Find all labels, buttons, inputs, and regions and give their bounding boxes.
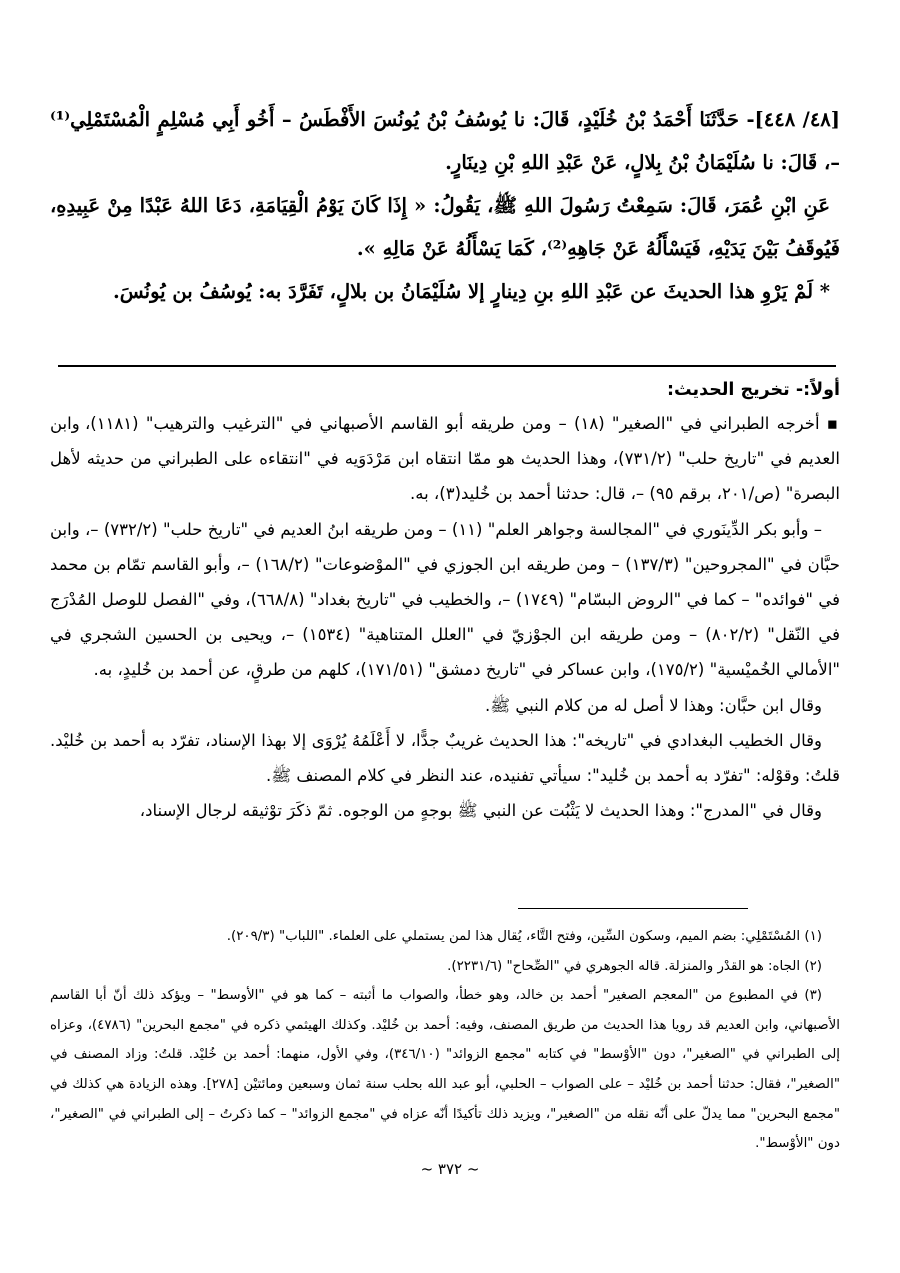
takhrij-paragraph: ▪ أخرجه الطبراني في "الصغير" (١٨) – ومن طريقه أبو القاسم الأصبهاني في "الترغيب والترهيب" (١١٨١)، وابن العديم في "تاريخ حلب" (٧٣١/٢)، وهذا الحديث هو ممّا انتقاه ابن مَرْدَوَيه في "انتقاءه على الطبراني من حديثه لأهل البصرة" (ص/٢٠١، برقم ٩٥) –، قال: حدثنا أحمد بن خُليد(٣)، به.: [50, 414, 840, 504]
takhrij-paragraph: وقال ابن حبَّان: وهذا لا أصل له من كلام النبي ﷺ.: [484, 695, 822, 715]
section-title: أولاً:- تخريج الحديث:: [667, 380, 840, 400]
takhrij-paragraph: وقال الخطيب البغدادي في "تاريخه": هذا الحديث غريبٌ جدًّا، لا أَعْلَمُهُ يُرْوَى إلا بهذا الإسناد، تفرّد به أحمد بن خُليْد. قلتُ: وقوْله: "تفرّد به أحمد بن خُليد": سيأتي تفنيده، عند النظر في كلام المصنف ﷺ.: [50, 730, 840, 786]
hadith-isnad: [٤٨/ ٤٤٨]- حَدَّثَنَا أَحْمَدُ بْنُ خُلَيْدٍ، قَالَ: نا يُوسُفُ بْنُ يُونُسَ الأَفْطَسُ – أَخُو أَبِي مُسْلِمٍ الْمُسْتَمْلِي⁽¹⁾ –، قَالَ: نا سُلَيْمَانُ بْنُ بِلالٍ، عَنْ عَبْدِ اللهِ بْنِ دِينَارٍ.: [50, 108, 840, 174]
takhrij-paragraph: – وأبو بكر الدِّينَوري في "المجالسة وجواهر العلم" (١١) – ومن طريقه ابنُ العديم في "تاريخ حلب" (٧٣٢/٢) –، وابن حبَّان في "المجروحين" (١٣٧/٣) – ومن طريقه ابن الجوزي في "الموْضوعات" (١٦٨/٢) –، وأبو القاسم تمّام بن محمد في "فوائده" – كما في "الروض البسّام" (١٧٤٩) –، والخطيب في "تاريخ بغداد" (٦٦٨/٨)، وفي "الفصل للوصل المُدْرَج في النّقل" (٨٠٢/٢) – ومن طريقه ابن الجوْزيّ في "العلل المتناهية" (١٥٣٤) –، ويحيى بن الحسين الشجري في "الأمالي الخُميْسية" (١٧٥/٢)، وابن عساكر في "تاريخ دمشق" (١٧١/٥١)، كلهم من طرقٍ، عن أحمد بن خُليدٍ، به.: [50, 519, 840, 680]
footnotes: [50, 922, 840, 1159]
footnote-2: (٢) الجاه: هو القدْر والمنزلة. قاله الجوهري في "الصِّحاح" (٢٢٣١/٦).: [447, 958, 822, 974]
footnote-separator: [518, 908, 748, 909]
takhrij-section: [50, 374, 840, 828]
section-divider: [58, 365, 836, 367]
hadith-note: * لَمْ يَرْوِ هذا الحديثَ عن عَبْدِ اللهِ بنِ دِينارٍ إلا سُلَيْمَانُ بن بلالٍ، تَفَرَّدَ به: يُوسُفُ بن يُونُسَ.: [113, 280, 830, 303]
footnote-1: (١) المُسْتَمْلِي: بضم الميم، وسكون السِّين، وفتح التَّاء، يُقال هذا لمن يستملي على العلماء. "اللباب" (٢٠٩/٣).: [226, 929, 822, 944]
hadith-matn: عَنِ ابْنِ عُمَرَ، قَالَ: سَمِعْتُ رَسُولَ اللهِ ﷺ، يَقُولُ: « إِذَا كَانَ يَوْمُ الْقِيَامَةِ، دَعَا اللهُ عَبْدًا مِنْ عَبِيدِهِ، فَيُوقَفُ بَيْنَ يَدَيْهِ، فَيَسْأَلُهُ عَنْ جَاهِهِ⁽²⁾، كَمَا يَسْأَلُهُ عَنْ مَالِهِ ».: [50, 194, 840, 260]
takhrij-paragraph: وقال في "المدرج": وهذا الحديث لا يَثْبُت عن النبي ﷺ بوجهٍ من الوجوه. ثمّ ذكَرَ توْثيقه لرجال الإسناد،: [139, 801, 822, 821]
hadith-text: [50, 98, 840, 313]
page-number: ~ ٣٧٢ ~: [420, 1160, 480, 1178]
footnote-3: (٣) في المطبوع من "المعجم الصغير" أحمد بن خالد، وهو خطأ، والصواب ما أثبته – كما هو في "الأوسط" – ويؤكد ذلك أنّ أبا القاسم الأصبهاني، وابن العديم قد رويا هذا الحديث من طريق المصنف، وفيه: أحمد بن خُليْد. وكذلك الهيثمي ذكره في "مجمع البحرين" (٤٧٨٦)، وعزاه إلى الطبراني في "الصغير"، دون "الأوْسط" في كتابه "مجمع الزوائد" (٣٤٦/١٠)، وفي الأول، منهما: أحمد بن خُليْد. قلتُ: وزاد المصنف في "الصغير"، فقال: حدثنا أحمد بن خُليْد – على الصواب – الحلبي، أبو عبد الله بحلب سنة ثمان وسبعين ومائتيْن [٢٧٨]. وهذه الزيادة هي كذلك في "مجمع البحرين" مما يدلّ على أنّه نقله من "الصغير"، ويزيد ذلك تأكيدًا أنّه عزاه في "مجمع الزوائد" – كما ذكرتُ – إلى الطبراني في "الصغير"، دون "الأوْسط".: [50, 988, 841, 1152]
